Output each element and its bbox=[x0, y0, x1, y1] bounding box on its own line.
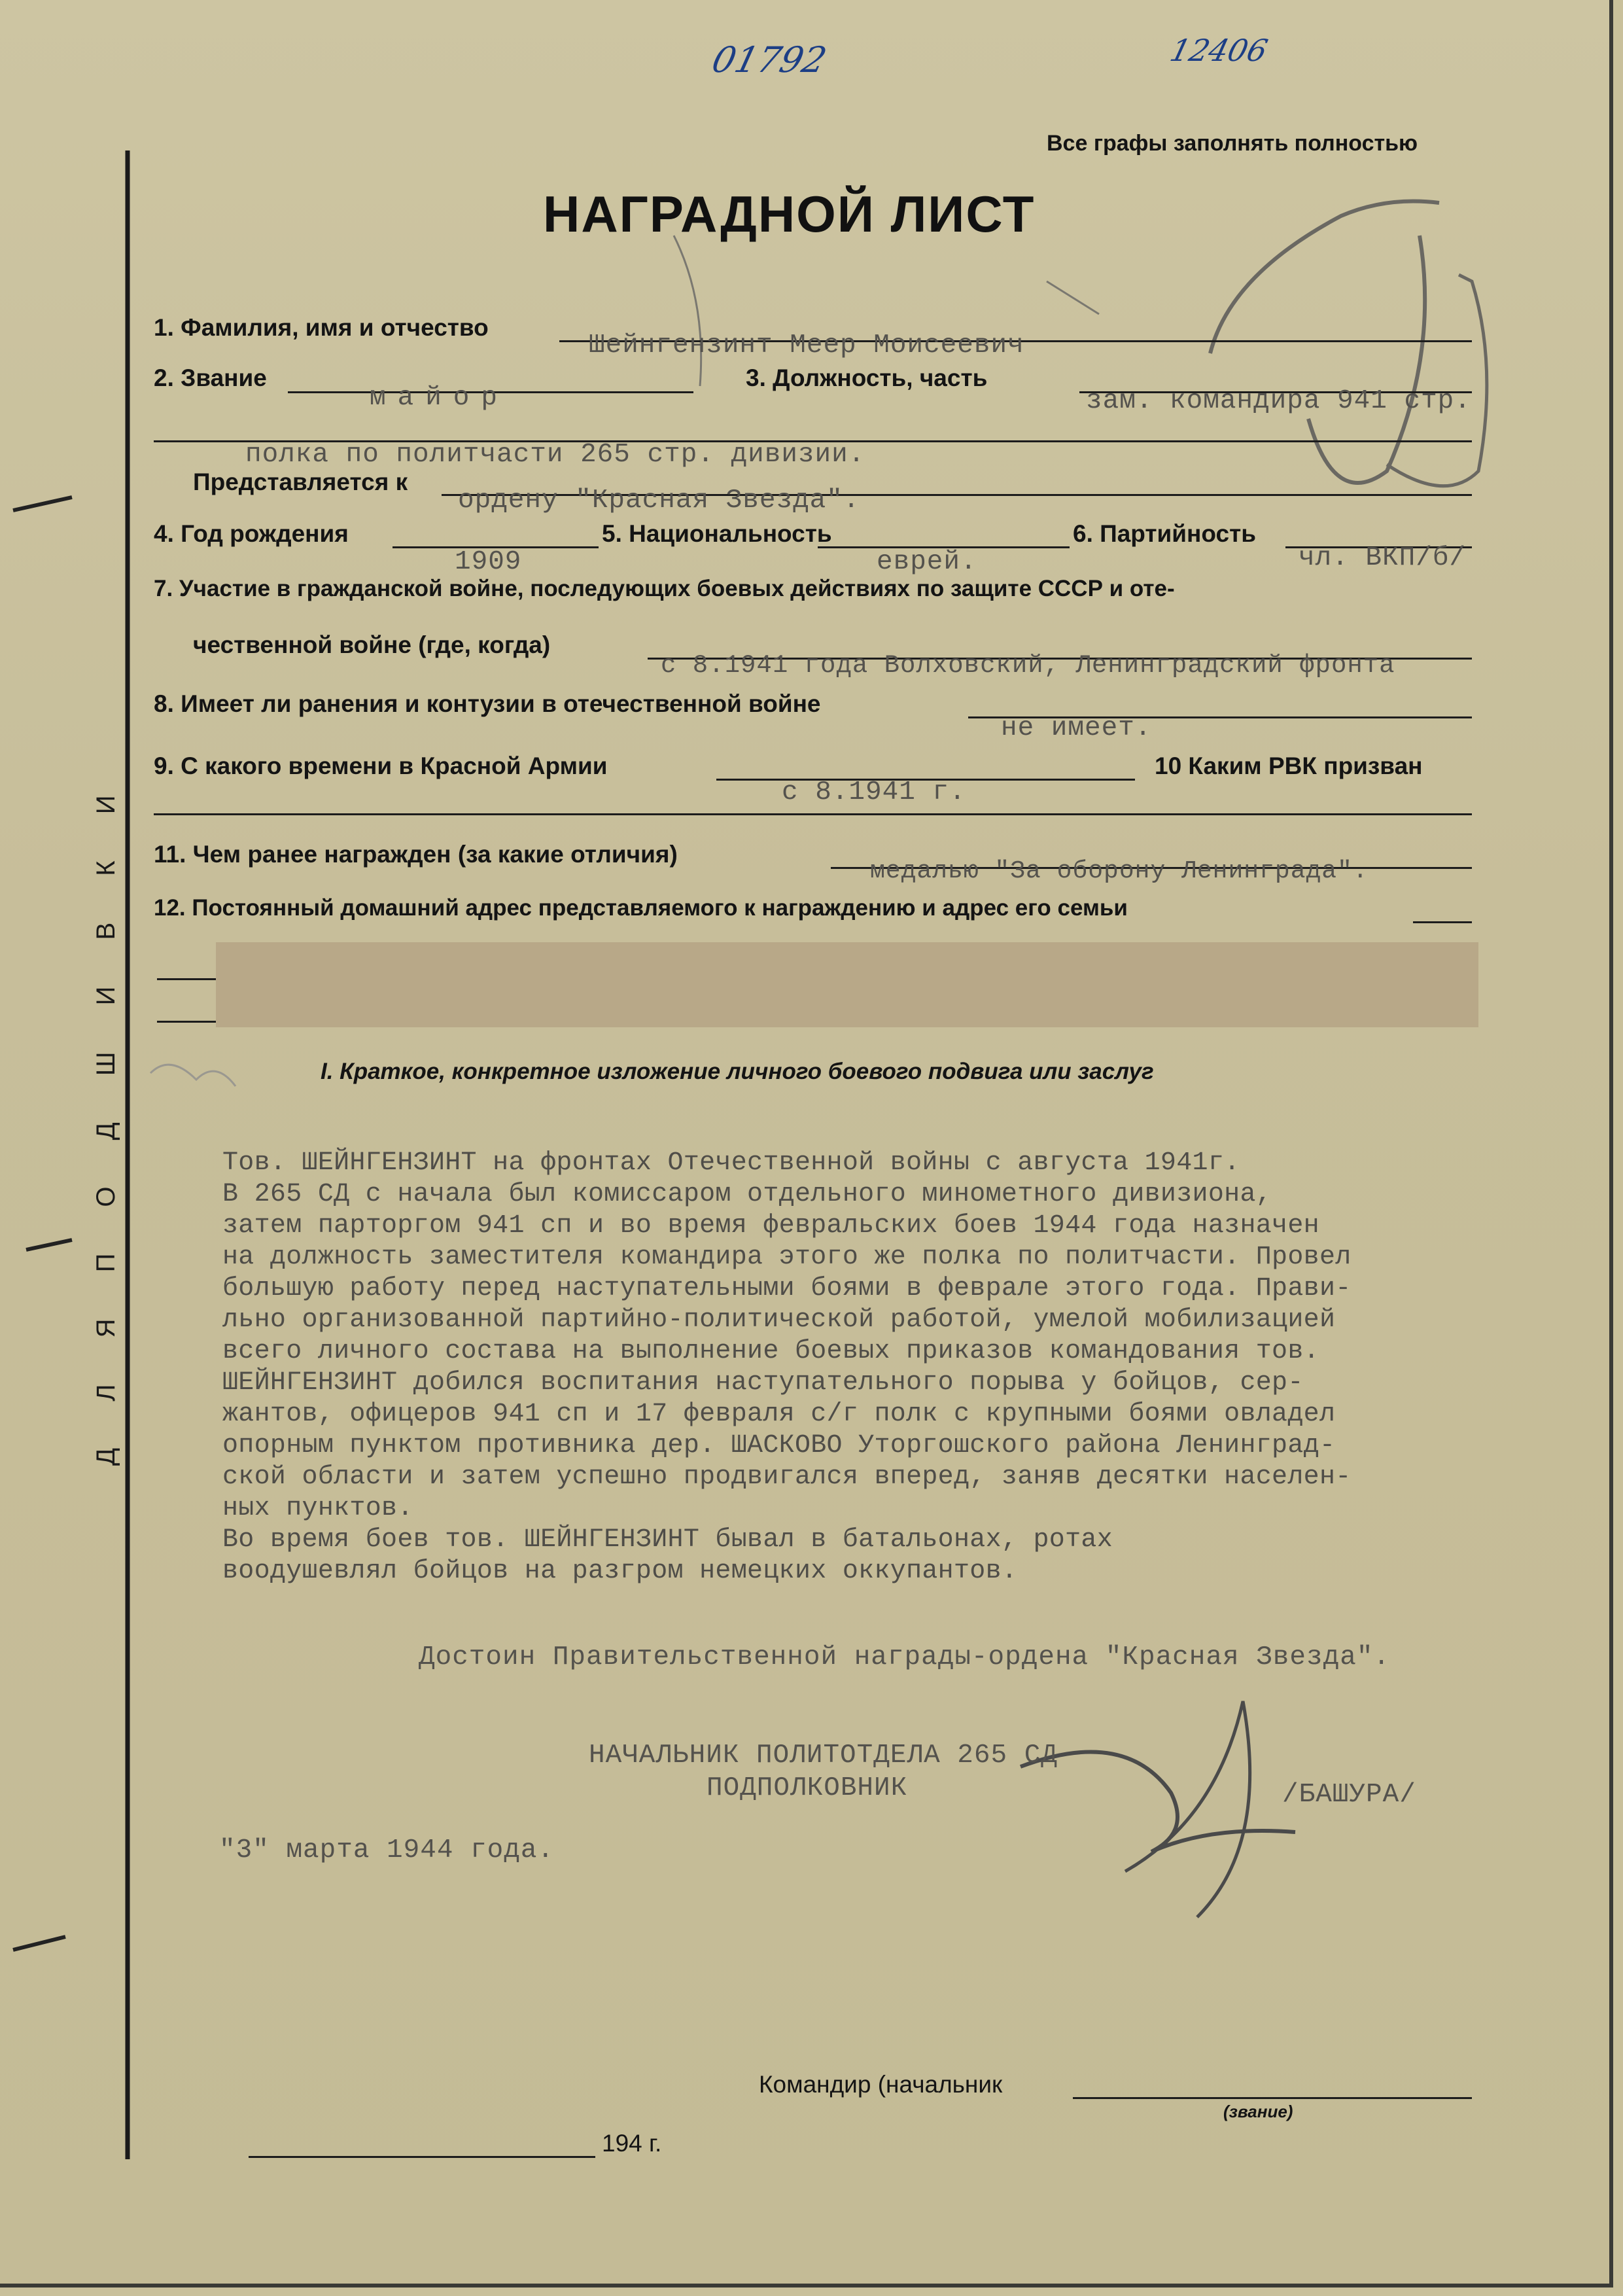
signatory-rank: ПОДПОЛКОВНИК bbox=[707, 1773, 908, 1803]
field-9-label: 9. С какого времени в Красной Армии bbox=[154, 752, 608, 779]
narrative-line: большую работу перед наступательными боями в феврале этого года. Прави- bbox=[222, 1274, 1352, 1303]
field-3-value: зам. командира 941 стр. bbox=[1086, 386, 1471, 416]
field-2-label: 2. Звание bbox=[154, 364, 267, 391]
archive-number-left: 01792 bbox=[708, 39, 831, 80]
field-7-label: 7. Участие в гражданской войне, последующих боевых действиях по защите СССР и оте- bbox=[154, 576, 1175, 601]
section-heading: I. Краткое, конкретное изложение личного боевого подвига или заслуг bbox=[321, 1059, 1154, 1084]
bottom-date-rule bbox=[249, 2156, 595, 2158]
field-12-rule bbox=[1413, 921, 1472, 923]
presented-label: Представляется к bbox=[193, 468, 408, 495]
narrative-line: всего личного состава на выполнение боевых приказов командования тов. bbox=[222, 1337, 1319, 1366]
conclusion: Достоин Правительственной награды-ордена "Красная Звезда". bbox=[419, 1642, 1391, 1672]
date: "3" марта 1944 года. bbox=[219, 1835, 555, 1865]
field-6-label: 6. Партийность bbox=[1073, 520, 1256, 547]
page-title: НАГРАДНОЙ ЛИСТ bbox=[543, 185, 1036, 243]
field-6-value: чл. ВКП/б/ bbox=[1299, 543, 1467, 573]
field-4-label: 4. Год рождения bbox=[154, 520, 349, 547]
field-1-value: Шейнгензинт Меер Моисеевич bbox=[589, 330, 1024, 361]
field-7-label-cont: чественной войне (где, когда) bbox=[193, 631, 551, 658]
field-9-value: с 8.1941 г. bbox=[782, 777, 966, 807]
date-rest: марта 1944 года. bbox=[286, 1835, 555, 1865]
field-5-label: 5. Национальность bbox=[602, 520, 832, 547]
side-label-text: Д Л Я П О Д Ш И В К И bbox=[92, 775, 120, 1466]
field-4-value: 1909 bbox=[455, 547, 522, 577]
header-note: Все графы заполнять полностью bbox=[1047, 131, 1418, 156]
field-5-value: еврей. bbox=[877, 547, 977, 577]
narrative-line: на должность заместителя командира этого же полка по политчасти. Провел bbox=[222, 1243, 1352, 1272]
narrative-line: льно организованной партийно-политической работой, умелой мобилизацией bbox=[222, 1305, 1336, 1335]
redacted-address bbox=[216, 942, 1478, 1027]
narrative-line: В 265 СД с начала был комиссаром отдельного минометного дивизиона, bbox=[222, 1180, 1272, 1209]
rank-caption: (звание) bbox=[1223, 2102, 1293, 2121]
signatory-name: /БАШУРА/ bbox=[1282, 1780, 1416, 1810]
field-12-label: 12. Постоянный домашний адрес представляемого к награждению и адрес его семьи bbox=[154, 895, 1128, 921]
field-11-label: 11. Чем ранее награжден (за какие отличия) bbox=[154, 841, 678, 868]
field-3-value-cont: полка по политчасти 265 стр. дивизии. bbox=[245, 440, 865, 470]
field-3-label: 3. Должность, часть bbox=[746, 364, 988, 391]
field-10-label: 10 Каким РВК призван bbox=[1155, 752, 1423, 779]
field-7-value: с 8.1941 года Волховский, Ленинградский фронта bbox=[661, 651, 1395, 680]
narrative-line: ШЕЙНГЕНЗИНТ добился воспитания наступательного порыва у бойцов, сер- bbox=[222, 1368, 1304, 1398]
narrative-line: Тов. ШЕЙНГЕНЗИНТ на фронтах Отечественной войны с августа 1941г. bbox=[222, 1148, 1240, 1178]
commander-label: Командир (начальник bbox=[759, 2071, 1003, 2098]
narrative-line: ных пунктов. bbox=[222, 1494, 413, 1523]
side-label bbox=[92, 775, 131, 1466]
presented-value: ордену "Красная Звезда". bbox=[458, 486, 860, 516]
field-8-value: не имеет. bbox=[1001, 713, 1152, 743]
date-day: 3 bbox=[236, 1835, 253, 1865]
narrative-line: воодушевлял бойцов на разгром немецких оккупантов. bbox=[222, 1557, 1018, 1586]
field-1-label: 1. Фамилия, имя и отчество bbox=[154, 314, 489, 341]
narrative-line: затем парторгом 941 сп и во время февральских боев 1944 года назначен bbox=[222, 1211, 1319, 1241]
commander-rule bbox=[1073, 2097, 1472, 2099]
field-2-value: майор bbox=[370, 383, 510, 413]
field-8-label: 8. Имеет ли ранения и контузии в отечественной войне bbox=[154, 690, 821, 717]
signatory-title: НАЧАЛЬНИК ПОЛИТОТДЕЛА 265 СД bbox=[589, 1740, 1058, 1771]
field-11-value: медалью "За оборону Ленинграда". bbox=[870, 857, 1369, 885]
narrative-line: опорным пунктом противника дер. ШАСКОВО Уторгошского района Ленинград- bbox=[222, 1431, 1336, 1460]
narrative-line: ской области и затем успешно продвигался вперед, заняв десятки населен- bbox=[222, 1462, 1352, 1492]
narrative-line: жантов, офицеров 941 сп и 17 февраля с/г полк с крупными боями овладел bbox=[222, 1400, 1336, 1429]
archive-number-right: 12406 bbox=[1166, 33, 1272, 68]
narrative-line: Во время боев тов. ШЕЙНГЕНЗИНТ бывал в батальонах, ротах bbox=[222, 1525, 1113, 1555]
bottom-date: 194 г. bbox=[602, 2130, 662, 2157]
field-9-rule-cont bbox=[154, 813, 1472, 815]
